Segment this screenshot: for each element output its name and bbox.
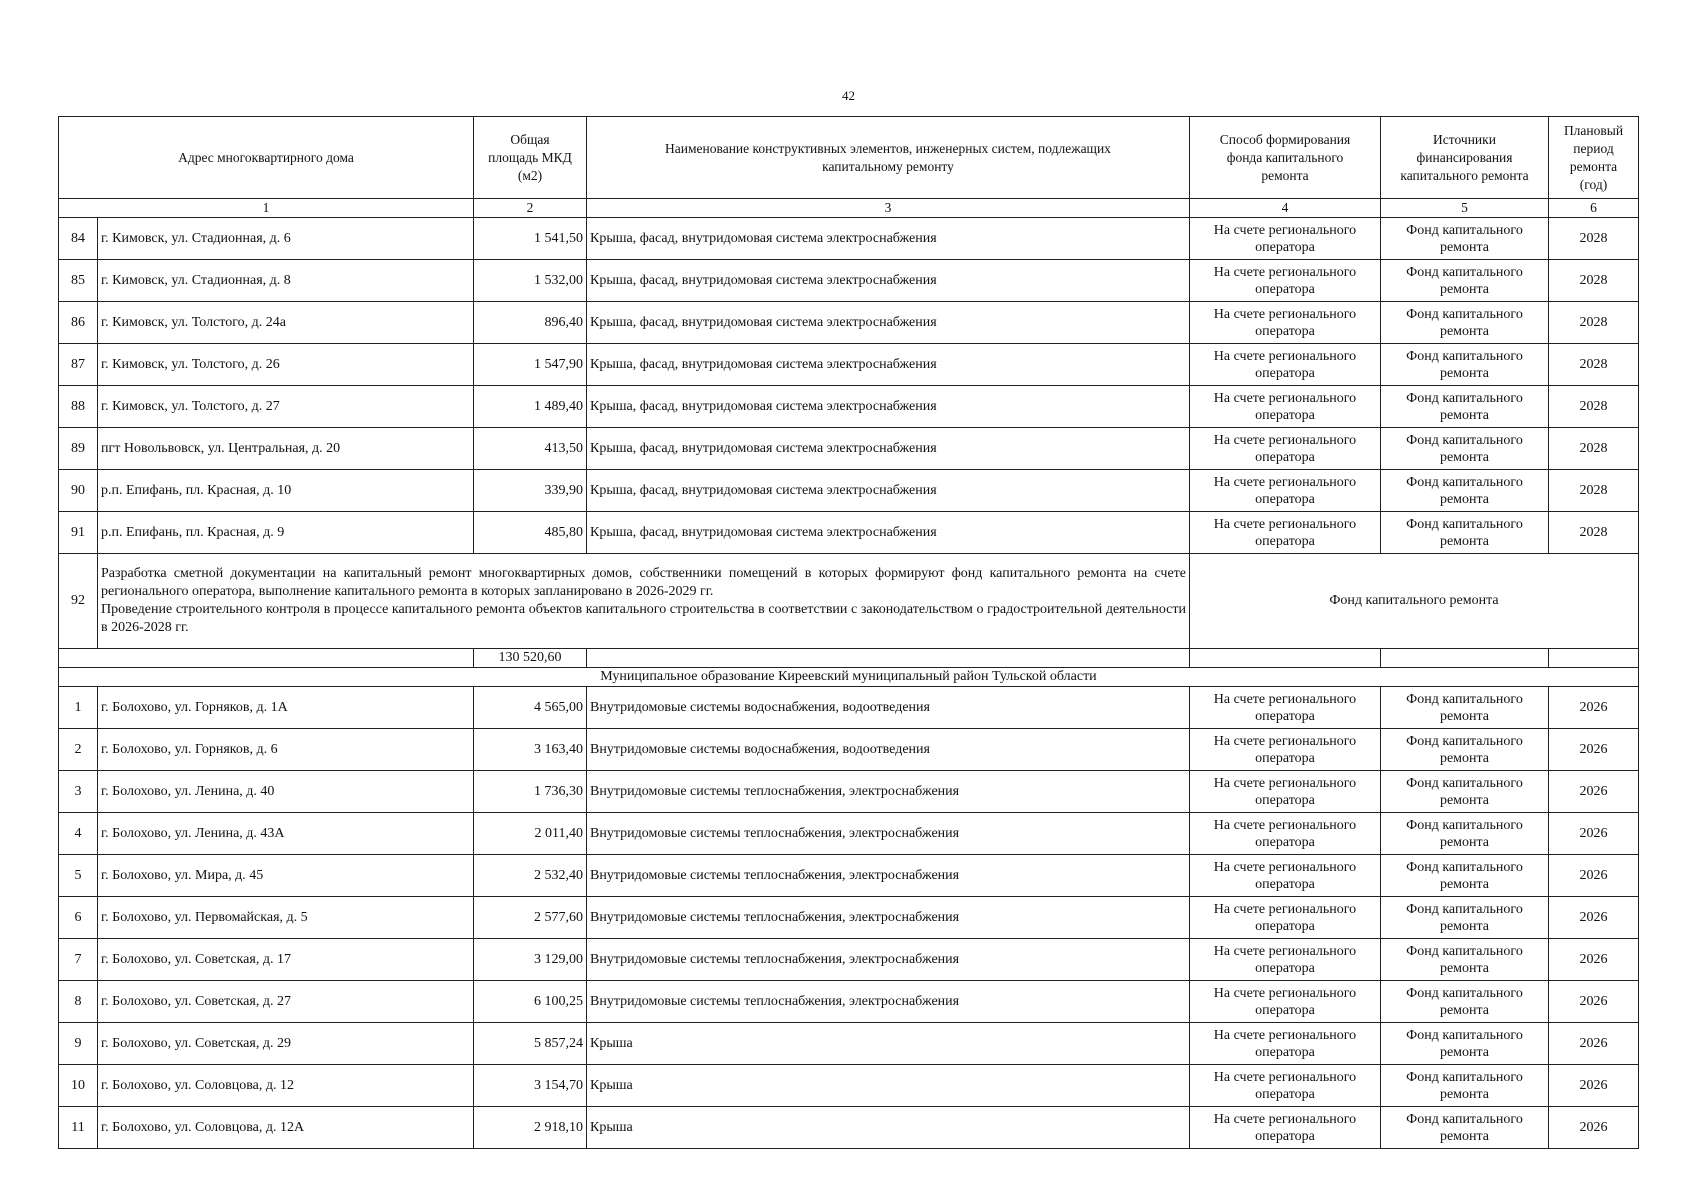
row-number: 2 (59, 729, 98, 771)
header-method-line: Способ формирования (1219, 131, 1351, 147)
row-source-line: ремонта (1439, 239, 1490, 255)
row-method-line: На счете регионального (1213, 306, 1357, 322)
row-year: 2026 (1549, 897, 1639, 939)
header-period-line: ремонта (1569, 158, 1618, 174)
row-method-line: На счете регионального (1213, 691, 1357, 707)
section-row (59, 668, 1639, 687)
column-number: 5 (1381, 199, 1549, 218)
row-area: 1 532,00 (474, 260, 587, 302)
row-method (1190, 260, 1381, 302)
row-source-line: Фонд капитального (1406, 1069, 1523, 1085)
header-sources-line: финансирования (1416, 149, 1513, 165)
row-source-line: ремонта (1439, 323, 1490, 339)
row-method-line: На счете регионального (1213, 943, 1357, 959)
row-method (1190, 428, 1381, 470)
row-number: 88 (59, 386, 98, 428)
row-address: р.п. Епифань, пл. Красная, д. 10 (98, 470, 474, 512)
row-source (1381, 428, 1549, 470)
row-source-line: Фонд капитального (1406, 1027, 1523, 1043)
table-row (59, 855, 1639, 897)
row-source-line: Фонд капитального (1406, 943, 1523, 959)
row-year: 2026 (1549, 1023, 1639, 1065)
row-method-line: На счете регионального (1213, 264, 1357, 280)
table-row (59, 470, 1639, 512)
header-method-line: ремонта (1261, 167, 1309, 183)
row-address: г. Кимовск, ул. Толстого, д. 24а (98, 302, 474, 344)
row-elements: Крыша (587, 1065, 1190, 1107)
header-area-line: площадь МКД (488, 149, 572, 165)
table-body-kireevsky (59, 687, 1639, 1149)
table-row (59, 218, 1639, 260)
row-area: 2 011,40 (474, 813, 587, 855)
row-source (1381, 1065, 1549, 1107)
row-address: г. Болохово, ул. Горняков, д. 6 (98, 729, 474, 771)
table-row (59, 260, 1639, 302)
row-source-line: Фонд капитального (1406, 264, 1523, 280)
row-method-line: оператора (1255, 407, 1315, 423)
row-source-line: Фонд капитального (1406, 901, 1523, 917)
row-area: 2 577,60 (474, 897, 587, 939)
row-method (1190, 855, 1381, 897)
row-method-line: На счете регионального (1213, 775, 1357, 791)
row-year: 2026 (1549, 1065, 1639, 1107)
row-source-line: Фонд капитального (1406, 691, 1523, 707)
row-elements: Крыша, фасад, внутридомовая система электроснабжения (587, 386, 1190, 428)
row-year: 2026 (1549, 813, 1639, 855)
row-method-line: На счете регионального (1213, 985, 1357, 1001)
row-method-line: оператора (1255, 1128, 1315, 1144)
row-number: 5 (59, 855, 98, 897)
row-method-line: оператора (1255, 918, 1315, 934)
total-empty-cell (1381, 649, 1549, 668)
total-empty-cell (1549, 649, 1639, 668)
row-source (1381, 386, 1549, 428)
table-row (59, 302, 1639, 344)
table-row (59, 1107, 1639, 1149)
row-area: 339,90 (474, 470, 587, 512)
row-area: 1 489,40 (474, 386, 587, 428)
table-row (59, 813, 1639, 855)
row-source-line: Фонд капитального (1406, 390, 1523, 406)
header-period-line: период (1573, 140, 1614, 156)
row-method-line: оператора (1255, 1044, 1315, 1060)
row-method-line: оператора (1255, 708, 1315, 724)
row-source (1381, 302, 1549, 344)
row-address: г. Болохово, ул. Ленина, д. 43А (98, 813, 474, 855)
row-number: 87 (59, 344, 98, 386)
row-method-line: На счете регионального (1213, 733, 1357, 749)
row-method-line: На счете регионального (1213, 901, 1357, 917)
row-number: 85 (59, 260, 98, 302)
note-text-line: Проведение строительного контроля в процессе капитального ремонта объектов капитального строительства в соответствии с законодательством о градостроительной деятельности в 2026-2028 гг. (101, 602, 1186, 635)
row-method (1190, 512, 1381, 554)
row-elements: Внутридомовые системы теплоснабжения, электроснабжения (587, 813, 1190, 855)
header-sources-line: Источники (1433, 131, 1496, 147)
table-row (59, 897, 1639, 939)
row-elements: Крыша, фасад, внутридомовая система электроснабжения (587, 512, 1190, 554)
row-area: 2 532,40 (474, 855, 587, 897)
page-number: 42 (842, 88, 855, 103)
header-elements (587, 117, 1190, 199)
row-area: 3 129,00 (474, 939, 587, 981)
row-method-line: На счете регионального (1213, 1027, 1357, 1043)
section-title: Муниципальное образование Киреевский муниципальный район Тульской области (59, 668, 1639, 687)
repair-plan-table (58, 116, 1639, 1149)
header-method (1190, 117, 1381, 199)
table-body-summary (59, 554, 1639, 687)
row-method-line: оператора (1255, 960, 1315, 976)
row-method (1190, 897, 1381, 939)
row-method-line: оператора (1255, 1086, 1315, 1102)
row-method (1190, 302, 1381, 344)
header-row (59, 117, 1639, 199)
row-method-line: На счете регионального (1213, 1069, 1357, 1085)
row-number: 9 (59, 1023, 98, 1065)
row-source-line: ремонта (1439, 407, 1490, 423)
table-row (59, 512, 1639, 554)
row-year: 2026 (1549, 687, 1639, 729)
row-source-line: ремонта (1439, 876, 1490, 892)
row-method (1190, 470, 1381, 512)
row-year: 2028 (1549, 302, 1639, 344)
row-address: г. Болохово, ул. Первомайская, д. 5 (98, 897, 474, 939)
row-area: 6 100,25 (474, 981, 587, 1023)
total-label-cell (59, 649, 474, 668)
row-method (1190, 813, 1381, 855)
row-source-line: ремонта (1439, 1128, 1490, 1144)
row-address: г. Кимовск, ул. Толстого, д. 26 (98, 344, 474, 386)
row-method-line: На счете регионального (1213, 817, 1357, 833)
row-elements: Крыша, фасад, внутридомовая система электроснабжения (587, 428, 1190, 470)
row-area: 4 565,00 (474, 687, 587, 729)
row-address: пгт Новольвовск, ул. Центральная, д. 20 (98, 428, 474, 470)
row-source (1381, 729, 1549, 771)
row-source-line: Фонд капитального (1406, 348, 1523, 364)
row-source (1381, 771, 1549, 813)
row-method (1190, 771, 1381, 813)
row-elements: Крыша, фасад, внутридомовая система электроснабжения (587, 470, 1190, 512)
column-number: 6 (1549, 199, 1639, 218)
row-address: г. Болохово, ул. Соловцова, д. 12 (98, 1065, 474, 1107)
row-source-line: Фонд капитального (1406, 859, 1523, 875)
note-row-number: 92 (59, 554, 98, 649)
row-source-line: ремонта (1439, 960, 1490, 976)
column-number: 1 (59, 199, 474, 218)
row-year: 2026 (1549, 729, 1639, 771)
row-number: 91 (59, 512, 98, 554)
header-method-line: фонда капитального (1226, 149, 1344, 165)
row-elements: Внутридомовые системы теплоснабжения, электроснабжения (587, 939, 1190, 981)
row-elements: Крыша, фасад, внутридомовая система электроснабжения (587, 344, 1190, 386)
row-method-line: оператора (1255, 792, 1315, 808)
row-address: г. Болохово, ул. Советская, д. 17 (98, 939, 474, 981)
row-elements: Внутридомовые системы водоснабжения, водоотведения (587, 729, 1190, 771)
row-method-line: оператора (1255, 876, 1315, 892)
row-area: 1 736,30 (474, 771, 587, 813)
row-source-line: ремонта (1439, 449, 1490, 465)
row-source-line: Фонд капитального (1406, 985, 1523, 1001)
row-method-line: На счете регионального (1213, 432, 1357, 448)
row-method-line: оператора (1255, 449, 1315, 465)
row-source (1381, 687, 1549, 729)
row-elements: Крыша (587, 1023, 1190, 1065)
row-method-line: На счете регионального (1213, 516, 1357, 532)
row-elements: Крыша, фасад, внутридомовая система электроснабжения (587, 260, 1190, 302)
row-address: р.п. Епифань, пл. Красная, д. 9 (98, 512, 474, 554)
header-elements-line: Наименование конструктивных элементов, инженерных систем, подлежащих (665, 140, 1111, 156)
row-number: 7 (59, 939, 98, 981)
table-row (59, 1023, 1639, 1065)
row-number: 3 (59, 771, 98, 813)
row-source (1381, 260, 1549, 302)
header-period (1549, 117, 1639, 199)
header-elements-line: капитальному ремонту (822, 158, 954, 174)
row-method-line: На счете регионального (1213, 859, 1357, 875)
row-method-line: На счете регионального (1213, 390, 1357, 406)
row-year: 2026 (1549, 771, 1639, 813)
header-area-line: Общая (510, 131, 550, 147)
row-source-line: ремонта (1439, 708, 1490, 724)
row-year: 2026 (1549, 981, 1639, 1023)
table-row (59, 428, 1639, 470)
row-year: 2026 (1549, 1107, 1639, 1149)
row-source-line: ремонта (1439, 281, 1490, 297)
row-year: 2028 (1549, 470, 1639, 512)
row-address: г. Болохово, ул. Мира, д. 45 (98, 855, 474, 897)
row-address: г. Кимовск, ул. Стадионная, д. 8 (98, 260, 474, 302)
row-elements: Внутридомовые системы теплоснабжения, электроснабжения (587, 855, 1190, 897)
row-year: 2028 (1549, 428, 1639, 470)
table-row (59, 729, 1639, 771)
row-source (1381, 470, 1549, 512)
row-address: г. Болохово, ул. Ленина, д. 40 (98, 771, 474, 813)
row-area: 413,50 (474, 428, 587, 470)
row-method (1190, 1023, 1381, 1065)
row-source-line: ремонта (1439, 750, 1490, 766)
header-area (474, 117, 587, 199)
row-source-line: Фонд капитального (1406, 432, 1523, 448)
row-number: 89 (59, 428, 98, 470)
row-number: 4 (59, 813, 98, 855)
table-body-kimovsk (59, 218, 1639, 554)
row-number: 8 (59, 981, 98, 1023)
note-row-source: Фонд капитального ремонта (1190, 554, 1639, 649)
row-method-line: оператора (1255, 239, 1315, 255)
row-source-line: ремонта (1439, 533, 1490, 549)
row-number: 90 (59, 470, 98, 512)
header-sources-line: капитального ремонта (1400, 167, 1529, 183)
row-source-line: ремонта (1439, 792, 1490, 808)
row-area: 1 541,50 (474, 218, 587, 260)
row-source (1381, 512, 1549, 554)
row-method (1190, 344, 1381, 386)
row-area: 3 154,70 (474, 1065, 587, 1107)
row-source (1381, 344, 1549, 386)
row-method-line: оператора (1255, 323, 1315, 339)
row-number: 86 (59, 302, 98, 344)
header-address: Адрес многоквартирного дома (59, 117, 474, 199)
row-elements: Крыша (587, 1107, 1190, 1149)
table-row (59, 687, 1639, 729)
row-method (1190, 386, 1381, 428)
table-row (59, 344, 1639, 386)
total-area: 130 520,60 (474, 649, 587, 668)
row-address: г. Кимовск, ул. Толстого, д. 27 (98, 386, 474, 428)
row-source (1381, 855, 1549, 897)
row-source-line: Фонд капитального (1406, 306, 1523, 322)
row-method-line: оператора (1255, 365, 1315, 381)
row-source-line: Фонд капитального (1406, 474, 1523, 490)
row-elements: Крыша, фасад, внутридомовая система электроснабжения (587, 302, 1190, 344)
row-source-line: Фонд капитального (1406, 733, 1523, 749)
total-empty-cell (587, 649, 1190, 668)
row-elements: Внутридомовые системы теплоснабжения, электроснабжения (587, 897, 1190, 939)
row-method-line: оператора (1255, 491, 1315, 507)
header-period-line: (год) (1579, 176, 1608, 192)
table-row (59, 1065, 1639, 1107)
row-method (1190, 1065, 1381, 1107)
row-area: 3 163,40 (474, 729, 587, 771)
table-row (59, 771, 1639, 813)
table-row (59, 386, 1639, 428)
row-source-line: Фонд капитального (1406, 1111, 1523, 1127)
row-method-line: На счете регионального (1213, 474, 1357, 490)
row-number: 11 (59, 1107, 98, 1149)
row-source (1381, 939, 1549, 981)
column-number: 3 (587, 199, 1190, 218)
note-row (59, 554, 1639, 649)
column-number: 2 (474, 199, 587, 218)
row-source (1381, 813, 1549, 855)
row-method (1190, 687, 1381, 729)
row-area: 1 547,90 (474, 344, 587, 386)
header-area-line: (м2) (517, 167, 543, 183)
row-source (1381, 1023, 1549, 1065)
row-area: 5 857,24 (474, 1023, 587, 1065)
row-number: 6 (59, 897, 98, 939)
row-method (1190, 939, 1381, 981)
total-row (59, 649, 1639, 668)
header-period-line: Плановый (1563, 122, 1624, 138)
row-year: 2028 (1549, 344, 1639, 386)
row-source (1381, 897, 1549, 939)
row-method (1190, 218, 1381, 260)
row-source-line: ремонта (1439, 365, 1490, 381)
table-row (59, 981, 1639, 1023)
row-year: 2028 (1549, 218, 1639, 260)
row-elements: Крыша, фасад, внутридомовая система электроснабжения (587, 218, 1190, 260)
row-source-line: ремонта (1439, 834, 1490, 850)
row-method (1190, 1107, 1381, 1149)
row-source-line: ремонта (1439, 1086, 1490, 1102)
note-text-line: Разработка сметной документации на капитальный ремонт многоквартирных домов, собственники помещений в которых формируют фонд капитального ремонта на счете регионального оператора, выполнение капитального ремонта в которых запланировано в 2026-2029 гг. (101, 566, 1186, 599)
row-address: г. Кимовск, ул. Стадионная, д. 6 (98, 218, 474, 260)
row-method-line: На счете регионального (1213, 222, 1357, 238)
row-method-line: оператора (1255, 281, 1315, 297)
row-source (1381, 981, 1549, 1023)
row-year: 2028 (1549, 260, 1639, 302)
row-address: г. Болохово, ул. Соловцова, д. 12А (98, 1107, 474, 1149)
row-address: г. Болохово, ул. Советская, д. 29 (98, 1023, 474, 1065)
row-elements: Внутридомовые системы теплоснабжения, электроснабжения (587, 771, 1190, 813)
row-method-line: На счете регионального (1213, 348, 1357, 364)
row-elements: Внутридомовые системы теплоснабжения, электроснабжения (587, 981, 1190, 1023)
column-number-row (59, 199, 1639, 218)
column-number: 4 (1190, 199, 1381, 218)
row-year: 2028 (1549, 386, 1639, 428)
row-source-line: ремонта (1439, 918, 1490, 934)
row-source-line: Фонд капитального (1406, 516, 1523, 532)
row-method (1190, 729, 1381, 771)
row-method-line: оператора (1255, 750, 1315, 766)
row-area: 896,40 (474, 302, 587, 344)
row-source-line: ремонта (1439, 491, 1490, 507)
row-source (1381, 1107, 1549, 1149)
row-source-line: Фонд капитального (1406, 817, 1523, 833)
row-year: 2028 (1549, 512, 1639, 554)
row-method-line: оператора (1255, 1002, 1315, 1018)
table-row (59, 939, 1639, 981)
row-source (1381, 218, 1549, 260)
row-method-line: На счете регионального (1213, 1111, 1357, 1127)
row-source-line: Фонд капитального (1406, 775, 1523, 791)
row-method-line: оператора (1255, 834, 1315, 850)
row-method (1190, 981, 1381, 1023)
row-address: г. Болохово, ул. Советская, д. 27 (98, 981, 474, 1023)
row-year: 2026 (1549, 855, 1639, 897)
row-source-line: ремонта (1439, 1002, 1490, 1018)
row-year: 2026 (1549, 939, 1639, 981)
note-row-text (98, 554, 1190, 649)
row-area: 2 918,10 (474, 1107, 587, 1149)
row-address: г. Болохово, ул. Горняков, д. 1А (98, 687, 474, 729)
row-number: 84 (59, 218, 98, 260)
row-area: 485,80 (474, 512, 587, 554)
row-source-line: Фонд капитального (1406, 222, 1523, 238)
row-elements: Внутридомовые системы водоснабжения, водоотведения (587, 687, 1190, 729)
header-sources (1381, 117, 1549, 199)
row-source-line: ремонта (1439, 1044, 1490, 1060)
row-number: 10 (59, 1065, 98, 1107)
total-empty-cell (1190, 649, 1381, 668)
row-method-line: оператора (1255, 533, 1315, 549)
row-number: 1 (59, 687, 98, 729)
